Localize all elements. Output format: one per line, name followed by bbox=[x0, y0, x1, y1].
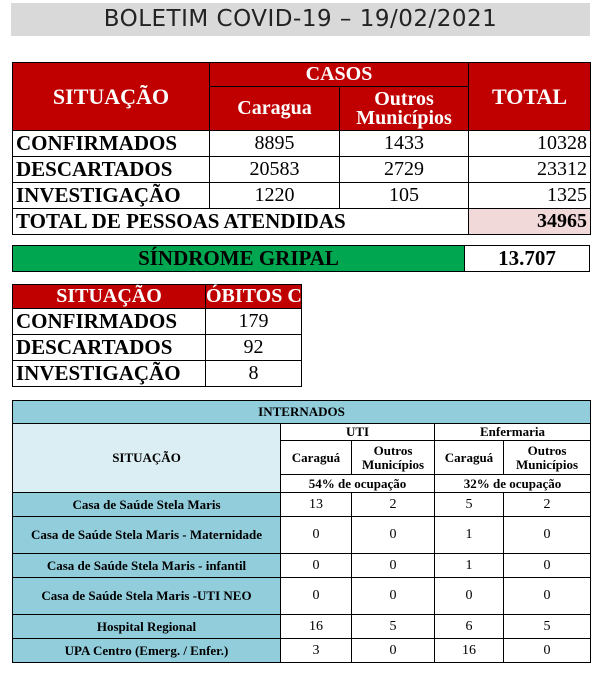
enf-caragua-value: 1 bbox=[435, 554, 504, 578]
page-title: BOLETIM COVID-19 – 19/02/2021 bbox=[11, 3, 590, 36]
uti-caragua-value: 0 bbox=[281, 578, 352, 615]
obitos-header-situacao: SITUAÇÃO bbox=[13, 285, 206, 309]
internados-header-enfermaria: Enfermaria bbox=[435, 424, 591, 441]
enf-outros-value: 0 bbox=[504, 517, 591, 554]
uti-outros-value: 0 bbox=[352, 517, 435, 554]
uti-caragua-value: 0 bbox=[281, 554, 352, 578]
obitos-value: 8 bbox=[206, 361, 302, 387]
obitos-table-full bbox=[12, 284, 390, 387]
hospital-name: UPA Centro (Emerg. / Enfer.) bbox=[13, 639, 281, 663]
uti-caragua-value: 13 bbox=[281, 493, 352, 517]
uti-outros-value: 0 bbox=[352, 554, 435, 578]
cases-row bbox=[13, 131, 591, 157]
enf-ocupacao: 32% de ocupação bbox=[435, 475, 591, 493]
row-label: DESCARTADOS bbox=[13, 335, 206, 361]
caragua-value: 8895 bbox=[210, 131, 340, 157]
total-value: 23312 bbox=[469, 157, 591, 183]
uti-caragua-value: 3 bbox=[281, 639, 352, 663]
enf-outros-value: 2 bbox=[504, 493, 591, 517]
cases-row bbox=[13, 183, 591, 209]
caragua-value: 20583 bbox=[210, 157, 340, 183]
hospital-name: Casa de Saúde Stela Maris - Maternidade bbox=[13, 517, 281, 554]
uti-outros-value: 5 bbox=[352, 615, 435, 639]
hospital-name: Casa de Saúde Stela Maris bbox=[13, 493, 281, 517]
total-atendidas-value: 34965 bbox=[469, 209, 591, 235]
internados-header-uti: UTI bbox=[281, 424, 435, 441]
obitos-row bbox=[13, 335, 302, 361]
outros-value: 105 bbox=[340, 183, 469, 209]
uti-outros-header: Outros Municípios bbox=[352, 441, 435, 475]
enf-outros-value: 0 bbox=[504, 639, 591, 663]
hospital-row bbox=[13, 493, 591, 517]
hospital-name: Casa de Saúde Stela Maris -UTI NEO bbox=[13, 578, 281, 615]
hospital-row bbox=[13, 639, 591, 663]
enf-outros-header: Outros Municípios bbox=[504, 441, 591, 475]
hospital-row bbox=[13, 517, 591, 554]
hospital-row bbox=[13, 554, 591, 578]
cases-header-total: TOTAL bbox=[469, 63, 591, 131]
cases-table bbox=[12, 62, 591, 235]
caragua-value: 1220 bbox=[210, 183, 340, 209]
row-label: CONFIRMADOS bbox=[13, 309, 206, 335]
uti-caragua-value: 0 bbox=[281, 517, 352, 554]
row-label: INVESTIGAÇÃO bbox=[13, 361, 206, 387]
total-atendidas-label: TOTAL DE PESSOAS ATENDIDAS bbox=[13, 209, 469, 235]
cases-header-situacao: SITUAÇÃO bbox=[13, 63, 210, 131]
enf-outros-value: 0 bbox=[504, 578, 591, 615]
hospital-row bbox=[13, 578, 591, 615]
hospital-row bbox=[13, 615, 591, 639]
cases-header-outros: Outros Municípios bbox=[340, 87, 469, 131]
outros-value: 1433 bbox=[340, 131, 469, 157]
cases-header-caragua: Caragua bbox=[210, 87, 340, 131]
sindrome-gripal-value: 13.707 bbox=[464, 245, 590, 272]
internados-header-situacao: SITUAÇÃO bbox=[13, 424, 281, 493]
uti-outros-value: 0 bbox=[352, 578, 435, 615]
uti-caragua-value: 16 bbox=[281, 615, 352, 639]
internados-title: INTERNADOS bbox=[13, 401, 591, 424]
uti-outros-value: 0 bbox=[352, 639, 435, 663]
row-label: INVESTIGAÇÃO bbox=[13, 183, 210, 209]
enf-caragua-value: 1 bbox=[435, 517, 504, 554]
uti-caragua-header: Caraguá bbox=[281, 441, 352, 475]
obitos-value: 92 bbox=[206, 335, 302, 361]
internados-table bbox=[12, 400, 591, 663]
row-label: CONFIRMADOS bbox=[13, 131, 210, 157]
obitos-row bbox=[13, 361, 302, 387]
obitos-header-obitos: ÓBITOS CARAGUÁ bbox=[206, 285, 390, 307]
obitos-value: 179 bbox=[206, 309, 302, 335]
enf-outros-value: 0 bbox=[504, 554, 591, 578]
obitos-row bbox=[13, 309, 302, 335]
enf-caragua-value: 6 bbox=[435, 615, 504, 639]
enf-caragua-value: 16 bbox=[435, 639, 504, 663]
uti-outros-value: 2 bbox=[352, 493, 435, 517]
cases-header-casos: CASOS bbox=[210, 63, 469, 87]
outros-value: 2729 bbox=[340, 157, 469, 183]
hospital-name: Casa de Saúde Stela Maris - infantil bbox=[13, 554, 281, 578]
total-value: 1325 bbox=[469, 183, 591, 209]
enf-outros-value: 5 bbox=[504, 615, 591, 639]
sindrome-gripal-label: SÍNDROME GRIPAL bbox=[12, 245, 465, 272]
uti-ocupacao: 54% de ocupação bbox=[281, 475, 435, 493]
hospital-name: Hospital Regional bbox=[13, 615, 281, 639]
row-label: DESCARTADOS bbox=[13, 157, 210, 183]
enf-caragua-value: 5 bbox=[435, 493, 504, 517]
total-value: 10328 bbox=[469, 131, 591, 157]
enf-caragua-value: 0 bbox=[435, 578, 504, 615]
cases-row bbox=[13, 157, 591, 183]
enf-caragua-header: Caraguá bbox=[435, 441, 504, 475]
